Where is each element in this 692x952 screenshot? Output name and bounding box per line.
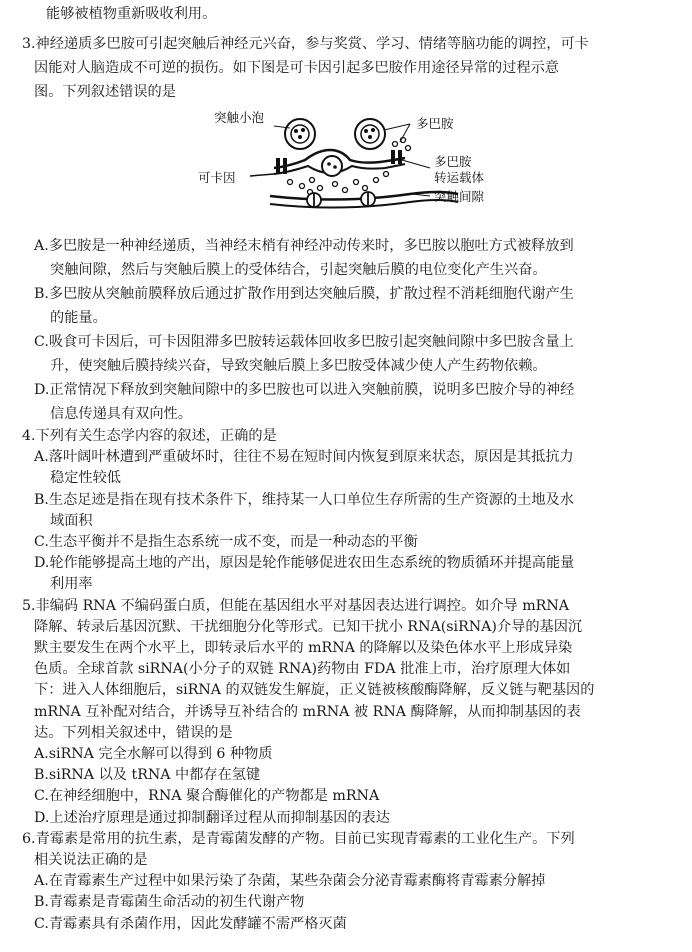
question-5-option-c: C.在神经细胞中，RNA 聚合酶催化的产物都是 mRNA (34, 788, 380, 805)
question-5-stem-line-2: 降解、转录后基因沉默、干扰细胞分化等形式。已知干扰小 RNA(siRNA)介导的基因沉 (34, 618, 583, 635)
label-dopamine: 多巴胺 (416, 116, 454, 131)
question-4-option-b-line-2: 域面积 (50, 512, 93, 529)
label-transporter-line-2: 转运载体 (434, 170, 485, 185)
label-cocaine: 可卡因 (198, 170, 236, 185)
text-line: 能够被植物重新吸收利用。 (46, 6, 217, 22)
question-5-option-a: A.siRNA 完全水解可以得到 6 种物质 (34, 746, 273, 762)
cocaine-pointer (250, 174, 274, 176)
question-6-stem-line-2: 相关说法正确的是 (34, 852, 148, 868)
question-5-stem-line-7: 达。下列相关叙述中，错误的是 (34, 724, 233, 741)
question-4-option-b-line-1: B.生态足迹是指在现有技术条件下，维持某一人口单位生存所需的生产资源的土地及水 (34, 491, 574, 508)
synaptic-vesicle (285, 119, 315, 149)
question-4-option-d-line-2: 利用率 (50, 576, 93, 593)
label-transporter-line-1: 多巴胺 (434, 154, 472, 169)
question-6-option-c: C.青霉素具有杀菌作用，因此发酵罐不需严格灭菌 (34, 915, 347, 932)
question-4-option-a-line-1: A.落叶阔叶林遭到严重破坏时，往往不易在短时间内恢复到原来状态，原因是其抵抗力 (34, 449, 574, 466)
label-synaptic-vesicle: 突触小泡 (214, 110, 265, 125)
question-4-stem: 4.下列有关生态学内容的叙述，正确的是 (22, 428, 277, 444)
question-3-option-b-line-2: 的能量。 (50, 310, 107, 326)
question-3-option-b-line-1: B.多巴胺从突触前膜释放后通过扩散作用到达突触后膜，扩散过程不消耗细胞代谢产生 (34, 286, 574, 302)
question-3-stem-line-1: 3.神经递质多巴胺可引起突触后神经元兴奋，参与奖赏、学习、情绪等脑功能的调控，可卡 (22, 36, 589, 52)
question-4-option-d-line-1: D.轮作能够提高土地的产出，原因是轮作能够促进农田生态系统的物质循环并提高能量 (34, 555, 575, 572)
question-5-stem-line-6: mRNA 互补配对结合，并诱导互补结合的 mRNA 被 RNA 酶降解，从而抑制基因的表 (34, 703, 581, 720)
question-3-option-a-line-2: 突触间隙，然后与突触后膜上的受体结合，引起突触后膜的电位变化产生兴奋。 (50, 262, 547, 278)
question-5-stem-line-5: 下：进入人体细胞后，siRNA 的双链发生解旋，正义链被核酸酶降解，反义链与靶基因的 (34, 682, 595, 699)
question-5-stem-line-1: 5.非编码 RNA 不编码蛋白质，但能在基因组水平对基因表达进行调控。如介导 mRNA (22, 597, 570, 614)
question-5-stem-line-3: 默主要发生在两个水平上，即转录后水平的 mRNA 的降解以及染色体水平上形成异染 (34, 640, 573, 656)
question-3-option-d-line-1: D.正常情况下释放到突触间隙中的多巴胺也可以进入突触前膜，说明多巴胺介导的神经 (34, 382, 575, 398)
question-3-stem-line-3: 图。下列叙述错误的是 (34, 84, 176, 100)
question-3-option-d-line-2: 信息传递具有双向性。 (50, 406, 192, 422)
question-3-option-c-line-2: 升，使突触后膜持续兴奋，导致突触后膜上多巴胺受体减少使人产生药物依赖。 (50, 358, 547, 374)
question-5-option-d: D.上述治疗原理是通过抑制翻译过程从而抑制基因的表达 (34, 809, 390, 826)
question-5-option-b: B.siRNA 以及 tRNA 中都存在氢键 (34, 767, 261, 784)
question-3-option-a-line-1: A.多巴胺是一种神经递质，当神经末梢有神经冲动传来时，多巴胺以胞吐方式被释放到 (34, 238, 574, 254)
question-4-option-c: C.生态平衡并不是指生态系统一成不变，而是一种动态的平衡 (34, 534, 418, 550)
question-6-option-a: A.在青霉素生产过程中如果污染了杂菌，某些杂菌会分泌青霉素酶将青霉素分解掉 (34, 873, 546, 890)
question-6-stem-line-1: 6.青霉素是常用的抗生素，是青霉菌发酵的产物。目前已实现青霉素的工业化生产。下列 (22, 830, 575, 847)
question-3-option-c-line-1: C.吸食可卡因后，可卡因阻滞多巴胺转运载体回收多巴胺引起突触间隙中多巴胺含量上 (34, 334, 574, 350)
label-synaptic-cleft: 突触间隙 (434, 189, 485, 204)
question-5-stem-line-4: 色质。全球首款 siRNA(小分子的双链 RNA)药物由 FDA 批准上市，治疗原理大体如 (34, 661, 571, 678)
question-3-stem-line-2: 因能对人脑造成不可逆的损伤。如下图是可卡因引起多巴胺作用途径异常的过程示意 (34, 60, 559, 76)
synaptic-vesicle (355, 119, 385, 149)
fusing-vesicle (322, 156, 342, 176)
question-6-option-b: B.青霉素是青霉菌生命活动的初生代谢产物 (34, 894, 305, 911)
question-4-option-a-line-2: 稳定性较低 (50, 470, 121, 487)
synapse-diagram (190, 104, 530, 222)
